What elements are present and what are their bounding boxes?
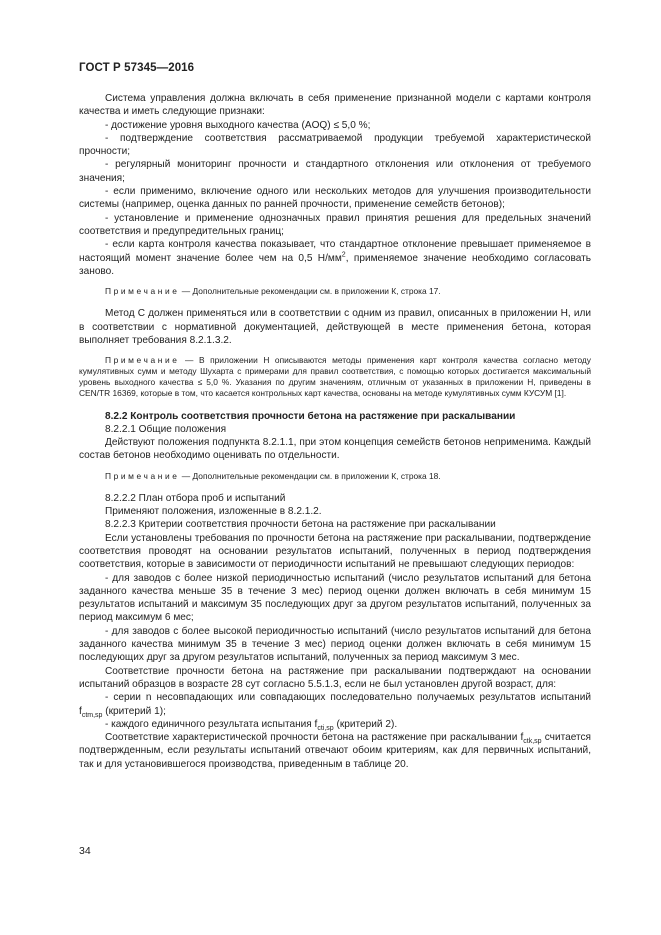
list-item: - для заводов с более высокой периодичностью испытаний (число результатов испытаний для бетона заданного качества минимум 35 в течение 3 мес) период оценки должен включать в себя минимум 15 последующих друг за другом результатов испытаний, полученных за период максимум 3 мес. — [79, 625, 591, 664]
note-dash: — — [179, 470, 193, 481]
note-label: Примечание — [105, 470, 180, 481]
list-item — [79, 718, 591, 731]
paragraph: Если установлены требования по прочности бетона на растяжение при раскалывании, подтверждение соответствия проводят на основании результатов испытаний, полученных в период подтверждения соответствия, которые в зависимости от периодичности испытаний не превышают следующих периодов: — [79, 532, 591, 571]
section-heading: 8.2.2 Контроль соответствия прочности бетона на растяжение при раскалывании — [105, 410, 516, 422]
note-dash: — — [179, 286, 193, 297]
note — [79, 471, 591, 482]
text-run: считается подтвержденным, если результаты испытаний отвечают обоим критериям, как для первичных испытаний, так и для установившегося производства, приведенным в таблице 20. — [79, 732, 592, 770]
page-number: 34 — [79, 845, 91, 857]
subsection-heading: 8.2.2.1 Общие положения — [105, 423, 227, 435]
document-header: ГОСТ Р 57345—2016 — [79, 62, 195, 74]
list-item: - если применимо, включение одного или нескольких методов для улучшения производительности системы (например, оценка данных по ранней прочности, применение семейств бетонов); — [79, 186, 591, 211]
list-item — [79, 691, 591, 718]
text-run: Соответствие характеристической прочности бетона на растяжение при раскалывании f — [105, 732, 524, 744]
note-dash: — — [179, 355, 199, 366]
note — [79, 355, 591, 399]
superscript: 2 — [341, 251, 346, 259]
paragraph: Применяют положения, изложенные в 8.2.1.2. — [105, 506, 322, 518]
note-text: В приложении Н описываются методы применения карт контроля качества согласно методу кумулятивных сумм и методу Шухарта с примерами для правил соответствия, с помощью которых достигается максимальный уровень выходного качества ≤ 5,0 %. Указания по другим значениям, отличным от указанных в приложении Н, приведены в CEN/TR 16369, которые в том, что касается контрольных карт качества, основаны на методе кумулятивных сумм КУСУМ [1]. — [79, 355, 591, 399]
subscript: ctm,sp — [81, 711, 103, 719]
list-item: - для заводов с более низкой периодичностью испытаний (число результатов испытаний для бетона заданного качества меньше 35 в течение 3 мес) период оценки должен включать в себя минимум 15 результатов испытаний и максимум 35 последующих друг за другом результатов испытаний, полученных за период максимум 6 мес; — [79, 572, 591, 624]
note-text: Дополнительные рекомендации см. в приложении К, строка 18. — [192, 470, 441, 481]
text-run: - серии n несовпадающих или совпадающих последовательно получаемых результатов испытаний f — [79, 692, 591, 717]
text-run: - каждого единичного результата испытания f — [105, 718, 318, 730]
text-run: (критерий 2). — [333, 718, 398, 730]
note — [79, 286, 591, 297]
paragraph: Соответствие прочности бетона на растяжение при раскалывании подтверждают на основании испытаний образцов в возрасте 28 сут согласно 5.5.1.3, если не был установлен другой возраст, для: — [79, 665, 591, 690]
text-run: , применяемое значение необходимо согласовать заново. — [79, 252, 592, 277]
paragraph: Метод С должен применяться или в соответствии с одним из правил, описанных в приложении Н, или в соответствии с нормативной документацией, действующей в месте применения бетона, которая выполняет требования 8.2.1.3.2. — [79, 308, 591, 346]
list-item: - подтверждение соответствия рассматриваемой продукции требуемой характеристической прочности; — [79, 132, 591, 158]
text-run: - если карта контроля качества показывает, что стандартное отклонение превышает применяемое в настоящий момент значение более чем на 0,5 Н/мм — [79, 239, 591, 264]
paragraph: Система управления должна включать в себя применение признанной модели с картами контроля качества и иметь следующие признаки: — [79, 93, 591, 118]
note-label: Примечание — [105, 286, 180, 297]
list-item: - установление и применение однозначных правил принятия решения для предельных значений соответствия и предупредительных границ; — [79, 212, 591, 237]
paragraph — [79, 731, 591, 771]
text-run: (критерий 1); — [102, 705, 166, 717]
subscript: ctk,sp — [523, 738, 542, 746]
document-body — [79, 92, 591, 771]
paragraph: Действуют положения подпункта 8.2.1.1, при этом концепция семейств бетонов неприменима. Каждый состав бетонов необходимо оценивать по отдельности. — [79, 437, 591, 462]
list-item: - достижение уровня выходного качества (AOQ) ≤ 5,0 %; — [105, 119, 371, 131]
subscript: cti,sp — [317, 724, 334, 732]
list-item: - регулярный мониторинг прочности и стандартного отклонения или отклонения от требуемого значения; — [79, 159, 591, 184]
note-text: Дополнительные рекомендации см. в приложении К, строка 17. — [192, 286, 441, 297]
subsection-heading: 8.2.2.2 План отбора проб и испытаний — [105, 492, 286, 504]
list-item — [79, 238, 591, 278]
subsection-heading: 8.2.2.3 Критерии соответствия прочности бетона на растяжение при раскалывании — [105, 519, 496, 531]
note-label: Примечание — [105, 355, 180, 366]
